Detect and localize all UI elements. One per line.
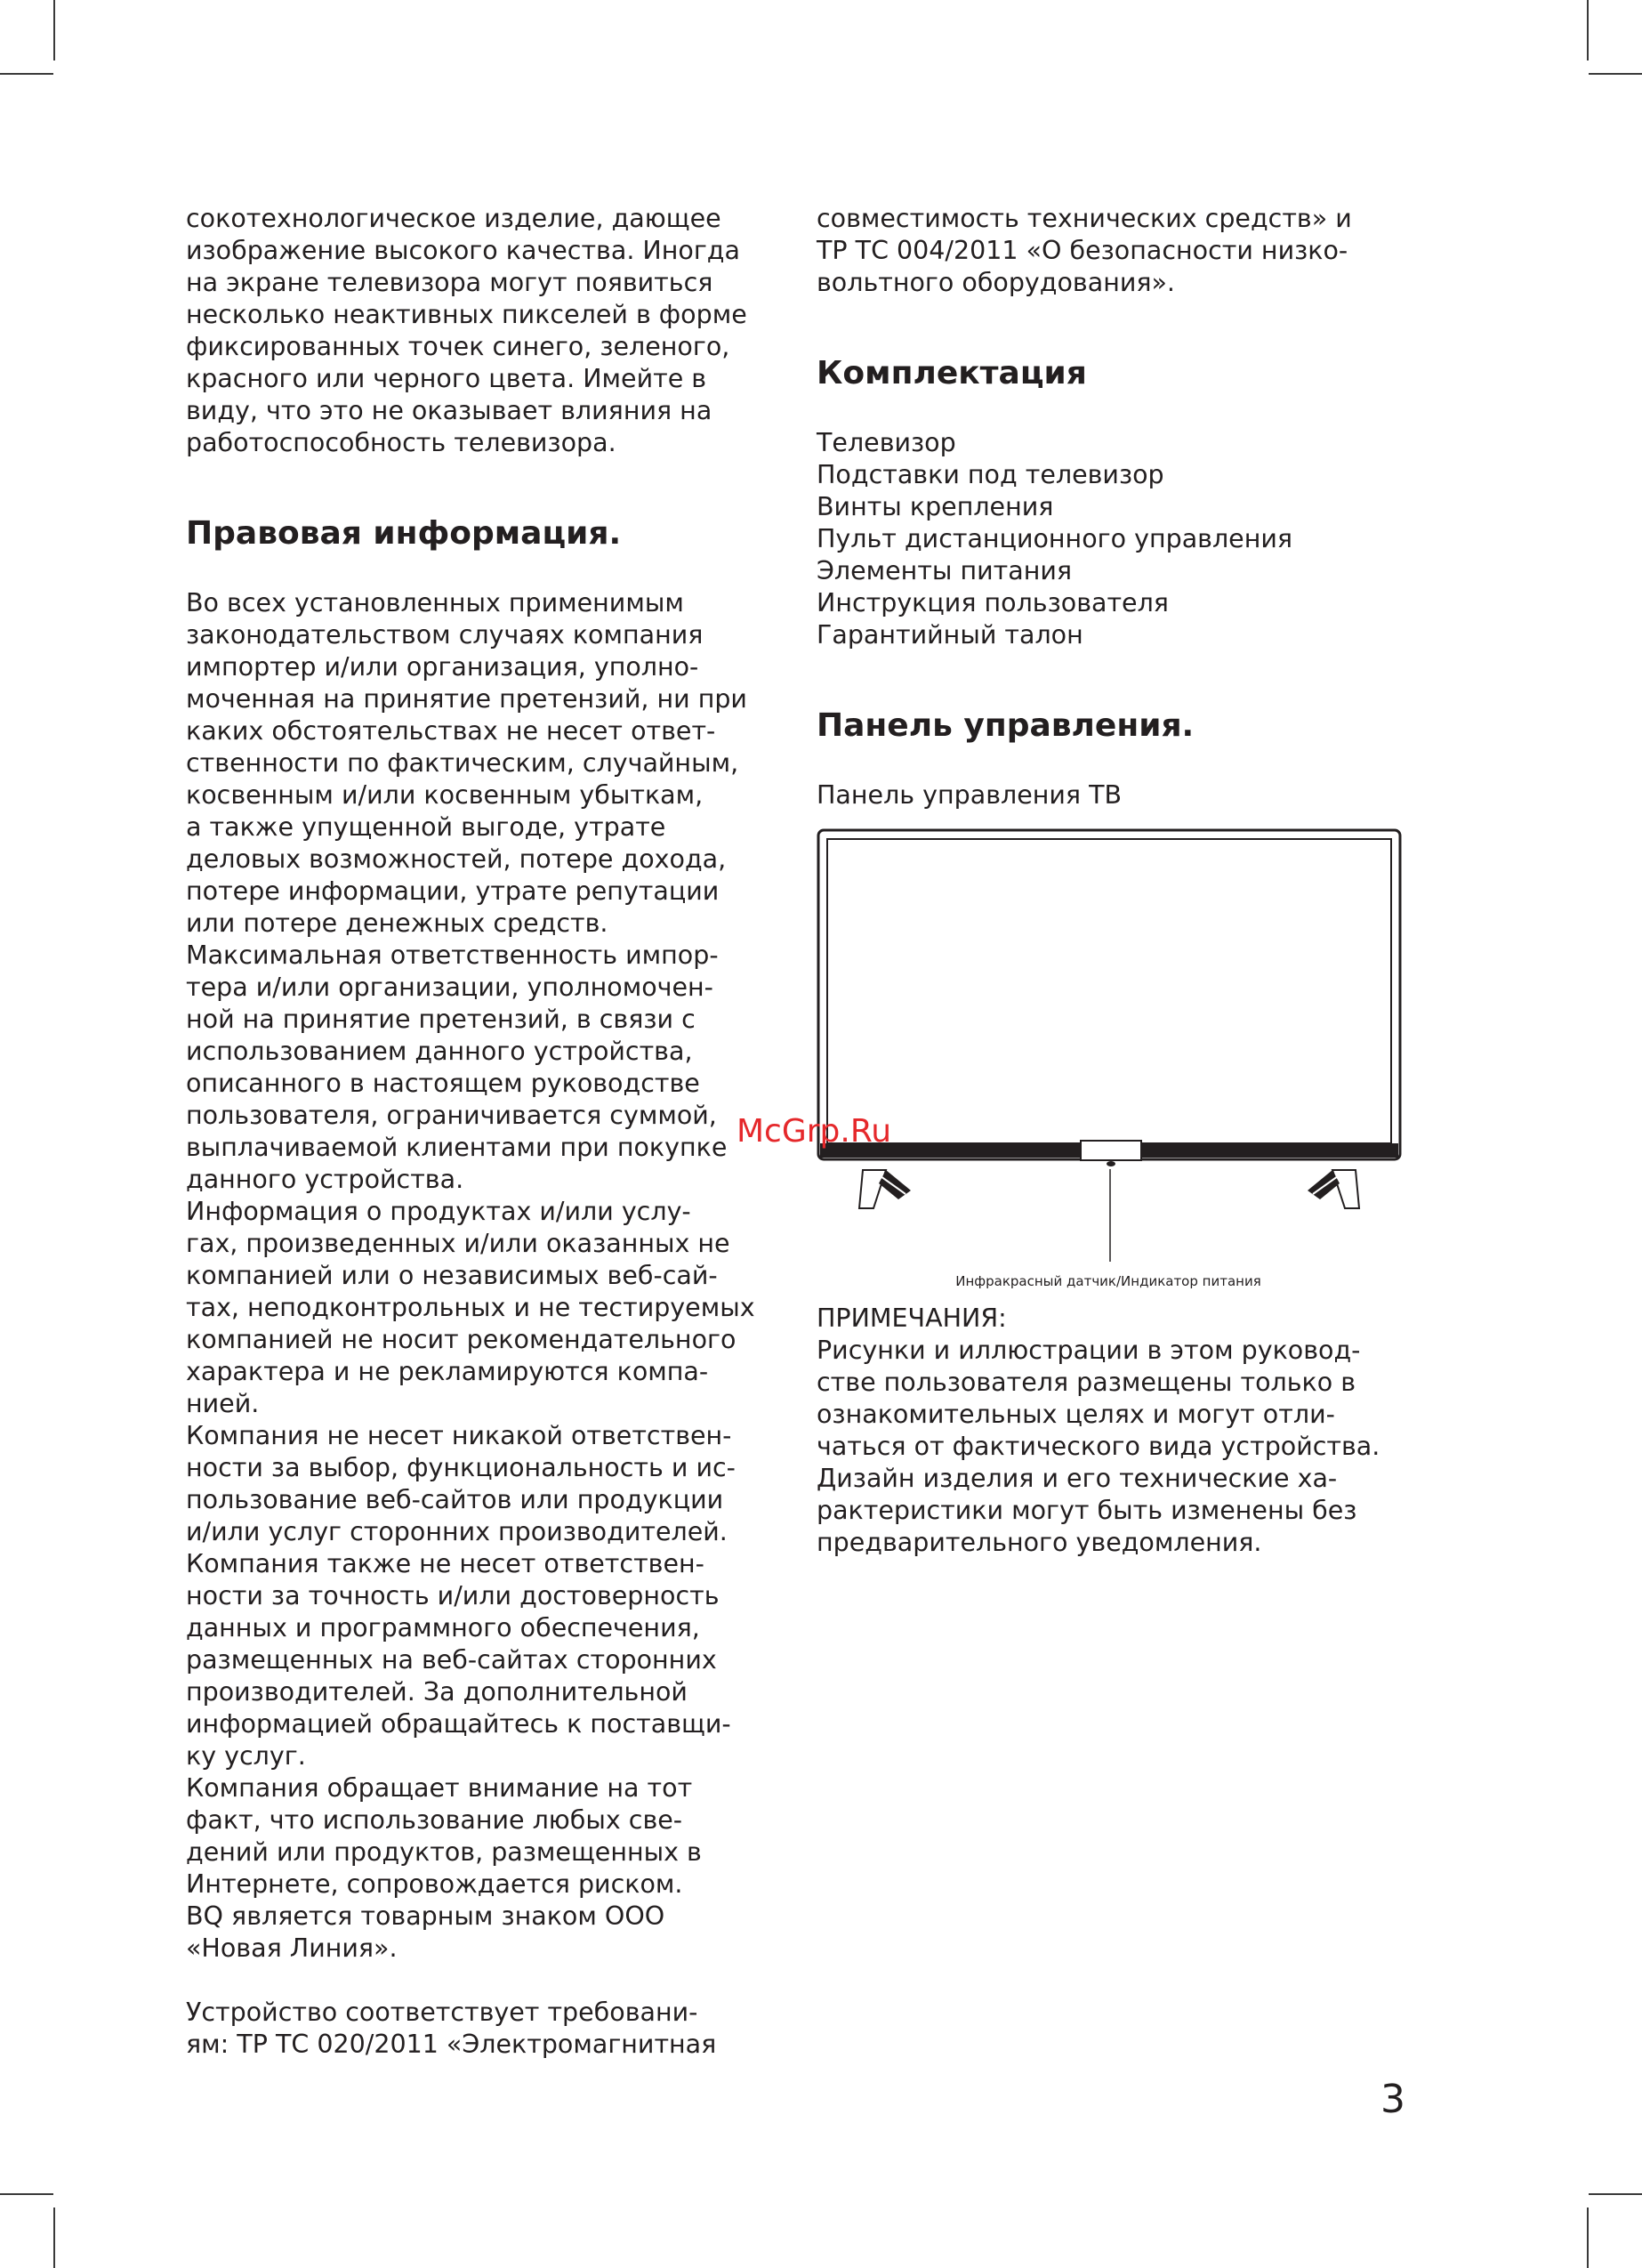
text-line: описанного в настоящем руководстве bbox=[186, 1069, 700, 1098]
text-line: предварительного уведомления. bbox=[817, 1528, 1262, 1557]
text-line: гах, произведенных и/или оказанных не bbox=[186, 1229, 730, 1258]
legal-text bbox=[186, 587, 791, 1965]
text-line: BQ является товарным знаком ООО bbox=[186, 1901, 665, 1931]
ir-sensor-module bbox=[1081, 1141, 1141, 1160]
text-line: пользователя, ограничивается суммой, bbox=[186, 1101, 717, 1130]
text-line: вольтного оборудования». bbox=[817, 268, 1175, 297]
text-line: данных и программного обеспечения, bbox=[186, 1613, 700, 1642]
text-line: рактеристики могут быть изменены без bbox=[817, 1496, 1357, 1525]
text-line: ям: ТР ТС 020/2011 «Электромагнитная bbox=[186, 2030, 717, 2059]
tv-frame bbox=[818, 830, 1400, 1159]
compliance-continued bbox=[817, 203, 1421, 299]
intro-text bbox=[186, 203, 791, 459]
text-line: Компания не несет никакой ответствен- bbox=[186, 1421, 732, 1450]
text-line: моченная на принятие претензий, ни при bbox=[186, 684, 747, 714]
text-line: деловых возможностей, потере дохода, bbox=[186, 844, 727, 874]
package-heading: Комплектация bbox=[817, 355, 1087, 391]
legal-heading: Правовая информация. bbox=[186, 515, 622, 552]
text-line: Компания обращает внимание на тот bbox=[186, 1773, 693, 1803]
ir-sensor-label: Инфракрасный датчик/Индикатор питания bbox=[955, 1273, 1261, 1289]
text-line: ной на принятие претензий, в связи с bbox=[186, 1005, 696, 1034]
list-item: Пульт дистанционного управления bbox=[817, 524, 1293, 553]
text-line: Дизайн изделия и его технические ха- bbox=[817, 1464, 1338, 1493]
notes-title: ПРИМЕЧАНИЯ: bbox=[817, 1303, 1007, 1333]
text-line: Максимальная ответственность импор- bbox=[186, 940, 719, 970]
text-line: характера и не рекламируются компа- bbox=[186, 1357, 709, 1386]
text-line: информацией обращайтесь к поставщи- bbox=[186, 1709, 731, 1739]
text-line: законодательством случаях компания bbox=[186, 620, 704, 650]
panel-heading: Панель управления. bbox=[817, 707, 1195, 744]
text-line: компанией не носит рекомендательного bbox=[186, 1325, 736, 1354]
crop-mark bbox=[1587, 2207, 1589, 2268]
crop-mark bbox=[53, 0, 55, 61]
text-line: или потере денежных средств. bbox=[186, 908, 608, 938]
text-line: Компания также не несет ответствен- bbox=[186, 1549, 704, 1578]
text-line: ности за точность и/или достоверность bbox=[186, 1581, 720, 1610]
text-line: ознакомительных целях и могут отли- bbox=[817, 1400, 1335, 1429]
crop-mark bbox=[1587, 0, 1589, 61]
tv-illustration bbox=[817, 827, 1411, 1308]
text-line: импортер и/или организация, уполно- bbox=[186, 652, 699, 682]
text-line: компанией или о независимых веб-сай- bbox=[186, 1261, 718, 1290]
text-line: ности за выбор, функциональность и ис- bbox=[186, 1453, 736, 1482]
text-line: нией. bbox=[186, 1389, 260, 1418]
text-line: пользование веб-сайтов или продукции bbox=[186, 1485, 724, 1514]
text-line: виду, что это не оказывает влияния на bbox=[186, 396, 712, 425]
text-line: работоспособность телевизора. bbox=[186, 428, 616, 457]
text-line: данного устройства. bbox=[186, 1165, 464, 1194]
text-line: стве пользователя размещены только в bbox=[817, 1368, 1356, 1397]
crop-mark bbox=[0, 73, 53, 75]
text-line: тах, неподконтрольных и не тестируемых bbox=[186, 1293, 755, 1322]
text-line: изображение высокого качества. Иногда bbox=[186, 236, 740, 265]
text-line: потере информации, утрате репутации bbox=[186, 876, 720, 906]
list-item: Подставки под телевизор bbox=[817, 460, 1164, 489]
text-line: «Новая Линия». bbox=[186, 1933, 398, 1963]
power-indicator bbox=[1107, 1161, 1115, 1166]
notes-block bbox=[817, 1303, 1421, 1559]
package-list bbox=[817, 427, 1421, 651]
tv-screen bbox=[827, 839, 1391, 1143]
text-line: сокотехнологическое изделие, дающее bbox=[186, 204, 721, 233]
list-item: Элементы питания bbox=[817, 556, 1073, 585]
text-line: косвенным и/или косвенным убыткам, bbox=[186, 780, 704, 810]
page-number: 3 bbox=[1380, 2077, 1405, 2122]
text-line: Интернете, сопровождается риском. bbox=[186, 1869, 683, 1899]
compliance-text bbox=[186, 1997, 791, 2061]
right-stand bbox=[1308, 1170, 1359, 1208]
text-line: фиксированных точек синего, зеленого, bbox=[186, 332, 730, 361]
crop-mark bbox=[1589, 2193, 1642, 2195]
text-line: ку услуг. bbox=[186, 1741, 306, 1771]
text-line: на экране телевизора могут появиться bbox=[186, 268, 713, 297]
list-item: Гарантийный талон bbox=[817, 620, 1083, 650]
text-line: и/или услуг сторонних производителей. bbox=[186, 1517, 728, 1546]
list-item: Телевизор bbox=[817, 428, 956, 457]
text-line: Во всех установленных применимым bbox=[186, 588, 684, 617]
text-line: Рисунки и иллюстрации в этом руковод- bbox=[817, 1336, 1361, 1365]
tv-drawing bbox=[817, 827, 1404, 1272]
watermark: McGrp.Ru bbox=[736, 1113, 892, 1150]
panel-caption: Панель управления ТВ bbox=[817, 780, 1123, 810]
text-line: совместимость технических средств» и bbox=[817, 204, 1352, 233]
list-item: Винты крепления bbox=[817, 492, 1054, 521]
text-line: выплачиваемой клиентами при покупке bbox=[186, 1133, 728, 1162]
text-line: ТР ТС 004/2011 «О безопасности низко- bbox=[817, 236, 1348, 265]
text-line: чаться от фактического вида устройства. bbox=[817, 1432, 1380, 1461]
text-line: красного или черного цвета. Имейте в bbox=[186, 364, 707, 393]
right-column bbox=[817, 203, 1421, 1559]
text-line: каких обстоятельствах не несет ответ- bbox=[186, 716, 716, 746]
left-stand bbox=[859, 1170, 911, 1208]
text-line: несколько неактивных пикселей в форме bbox=[186, 300, 747, 329]
text-line: Устройство соответствует требовани- bbox=[186, 1998, 698, 2027]
text-line: а также упущенной выгоде, утрате bbox=[186, 812, 666, 842]
left-column bbox=[186, 203, 791, 2061]
text-line: факт, что использование любых све- bbox=[186, 1805, 683, 1835]
crop-mark bbox=[53, 2207, 55, 2268]
text-line: использованием данного устройства, bbox=[186, 1037, 693, 1066]
text-line: тера и/или организации, уполномочен- bbox=[186, 973, 713, 1002]
text-line: производителей. За дополнительной bbox=[186, 1677, 688, 1707]
text-line: Информация о продуктах и/или услу- bbox=[186, 1197, 691, 1226]
text-line: дений или продуктов, размещенных в bbox=[186, 1837, 702, 1867]
crop-mark bbox=[0, 2193, 53, 2195]
text-line: размещенных на веб-сайтах сторонних bbox=[186, 1645, 717, 1675]
list-item: Инструкция пользователя bbox=[817, 588, 1169, 617]
crop-mark bbox=[1589, 73, 1642, 75]
text-line: ственности по фактическим, случайным, bbox=[186, 748, 739, 778]
